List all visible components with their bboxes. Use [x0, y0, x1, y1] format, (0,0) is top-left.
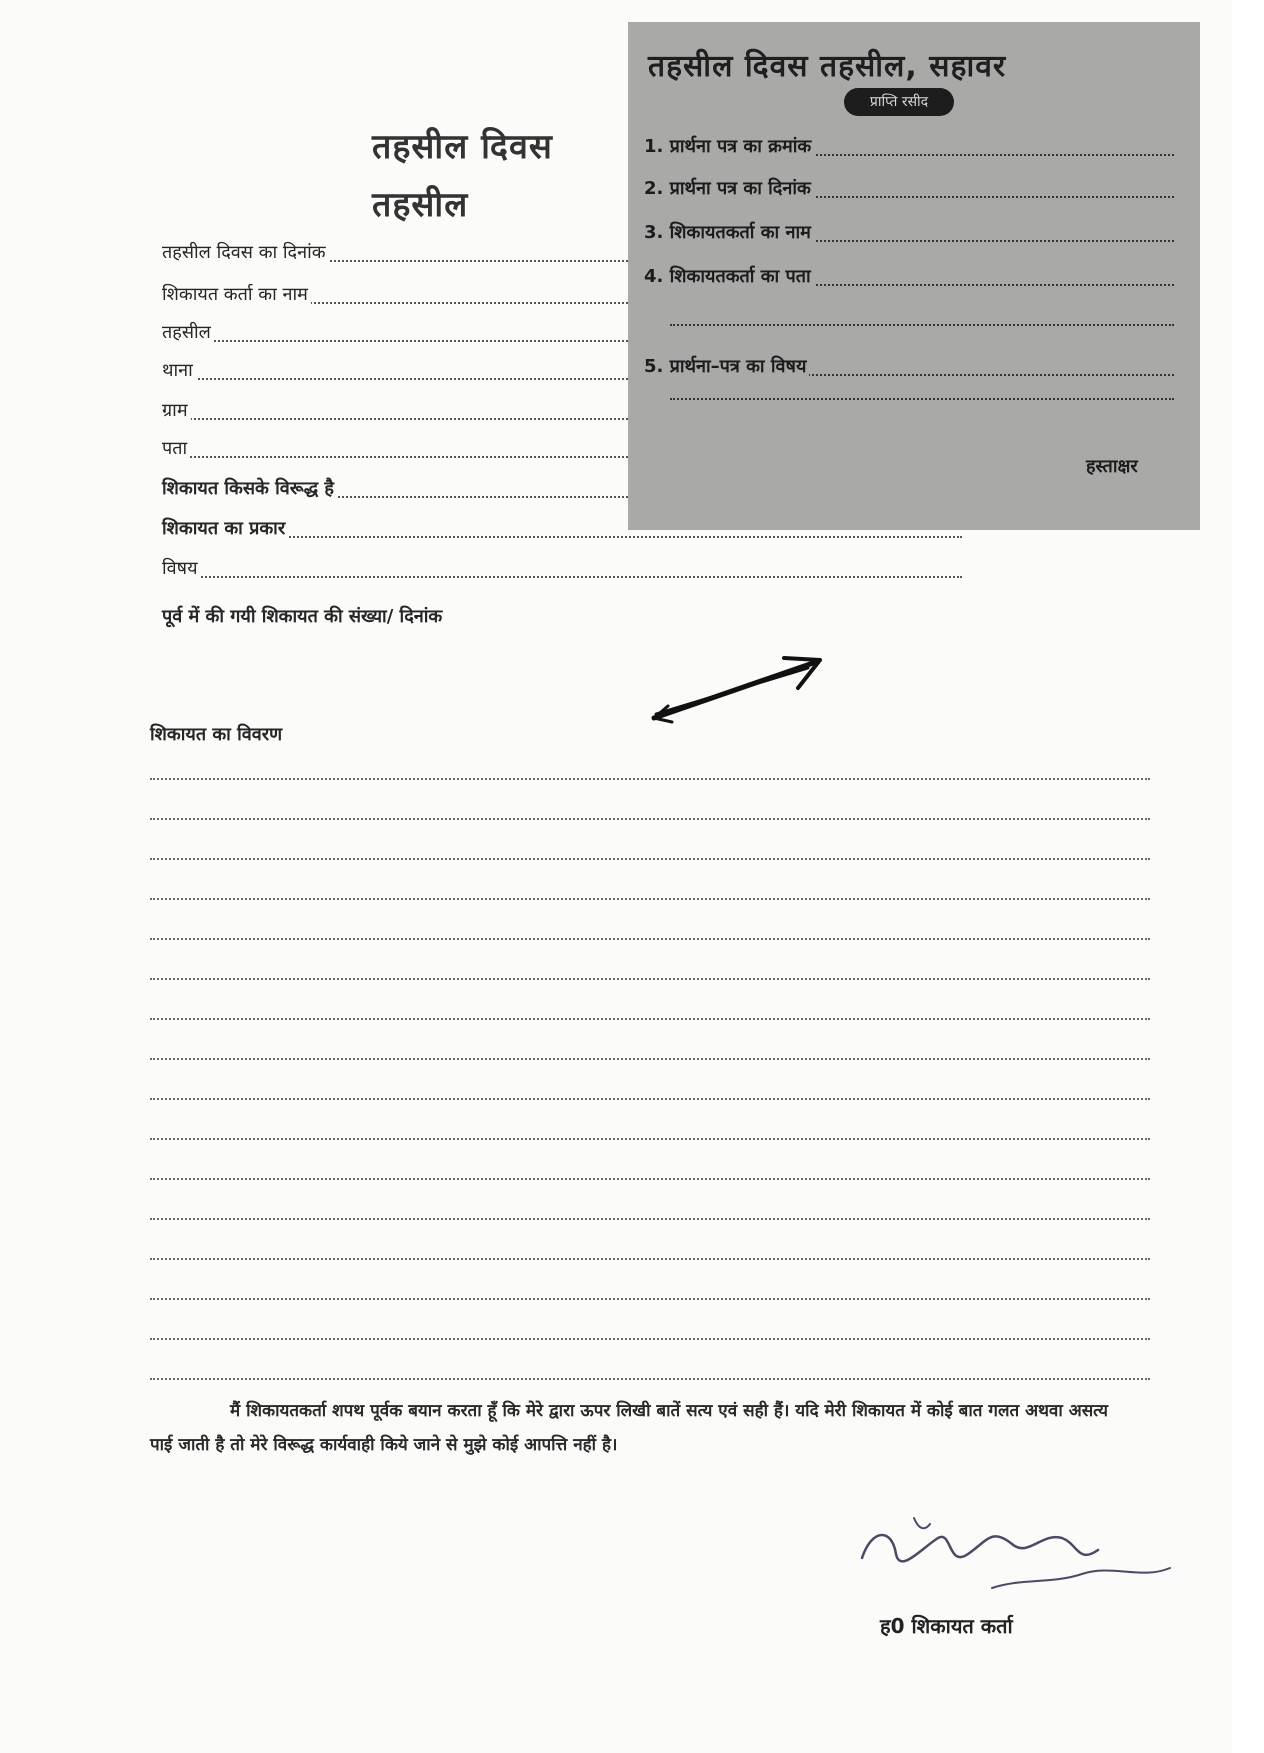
field-village	[162, 400, 632, 426]
field-label: ग्राम	[162, 398, 191, 422]
description-line	[150, 1018, 1150, 1020]
receipt-field-complainant-name	[644, 218, 1174, 248]
receipt-field-label: 2. प्रार्थना पत्र का दिनांक	[644, 176, 814, 200]
receipt-field-label: 3. शिकायतकर्ता का नाम	[644, 220, 814, 244]
description-line	[150, 1138, 1150, 1140]
description-line	[150, 1298, 1150, 1300]
receipt-field-complainant-address	[644, 262, 1174, 292]
field-subject	[162, 558, 962, 584]
field-line	[162, 340, 632, 342]
field-label: शिकायत किसके विरूद्ध है	[162, 476, 337, 500]
description-line	[150, 818, 1150, 820]
receipt-title: तहसील दिवस तहसील, सहावर	[648, 49, 1007, 84]
description-line	[150, 1338, 1150, 1340]
field-label: तहसील दिवस का दिनांक	[162, 240, 329, 264]
field-label: पता	[162, 436, 190, 460]
field-complainant-name	[162, 284, 632, 310]
receipt-field-label: 4. शिकायतकर्ता का पता	[644, 264, 814, 288]
field-label: तहसील	[162, 320, 214, 344]
field-police-station	[162, 360, 632, 386]
receipt-field-line	[670, 398, 1174, 400]
declaration-text: मैं शिकायतकर्ता शपथ पूर्वक बयान करता हूँ कि मेरे द्वारा ऊपर लिखी बातें सत्य एवं सही हैं। यदि मेरी शिकायत में कोई बात गलत अथवा असत्य पाई जाती है तो मेरे विरूद्ध कार्यवाही किये जाने से मुझे कोई आपत्ति नहीं है।	[150, 1401, 1108, 1455]
receipt-field-label: 5. प्रार्थना–पत्र का विषय	[644, 354, 809, 378]
form-tehsil-heading: तहसील	[372, 185, 469, 225]
description-line	[150, 1218, 1150, 1220]
form-title: तहसील दिवस	[372, 127, 553, 167]
description-label: शिकायत का विवरण	[150, 724, 283, 745]
field-line	[162, 576, 962, 578]
field-label: शिकायत कर्ता का नाम	[162, 282, 311, 306]
field-line	[162, 456, 632, 458]
description-line	[150, 898, 1150, 900]
receipt-signature-label: हस्ताक्षर	[1086, 456, 1138, 477]
field-label: शिकायत का प्रकार	[162, 516, 288, 540]
complainant-signature-label: ह0 शिकायत कर्ता	[880, 1614, 1013, 1638]
field-tehsil-divas-date	[162, 242, 632, 268]
description-line	[150, 858, 1150, 860]
previous-complaint-label: पूर्व में की गयी शिकायत की संख्या/ दिनांक	[162, 606, 443, 627]
field-address	[162, 438, 632, 464]
acknowledgement-receipt	[628, 22, 1200, 530]
receipt-field-subject	[644, 352, 1174, 382]
receipt-badge: प्राप्ति रसीद	[844, 88, 954, 116]
field-complaint-against	[162, 478, 632, 504]
receipt-field-label: 1. प्रार्थना पत्र का क्रमांक	[644, 134, 814, 158]
field-label: विषय	[162, 556, 201, 580]
signature-scribble	[852, 1488, 1182, 1608]
receipt-field-line	[670, 324, 1174, 326]
description-line	[150, 1258, 1150, 1260]
description-line	[150, 1058, 1150, 1060]
field-label: थाना	[162, 358, 196, 382]
field-tehsil	[162, 322, 632, 348]
field-line	[162, 418, 632, 420]
description-line	[150, 778, 1150, 780]
field-line	[162, 378, 632, 380]
arrow-mark-icon	[648, 648, 830, 728]
description-line	[150, 1378, 1150, 1380]
description-line	[150, 938, 1150, 940]
description-line	[150, 978, 1150, 980]
description-line	[150, 1178, 1150, 1180]
page-edge	[1232, 0, 1264, 1753]
receipt-field-date	[644, 174, 1174, 204]
description-line	[150, 1098, 1150, 1100]
receipt-field-serial-number	[644, 132, 1174, 162]
